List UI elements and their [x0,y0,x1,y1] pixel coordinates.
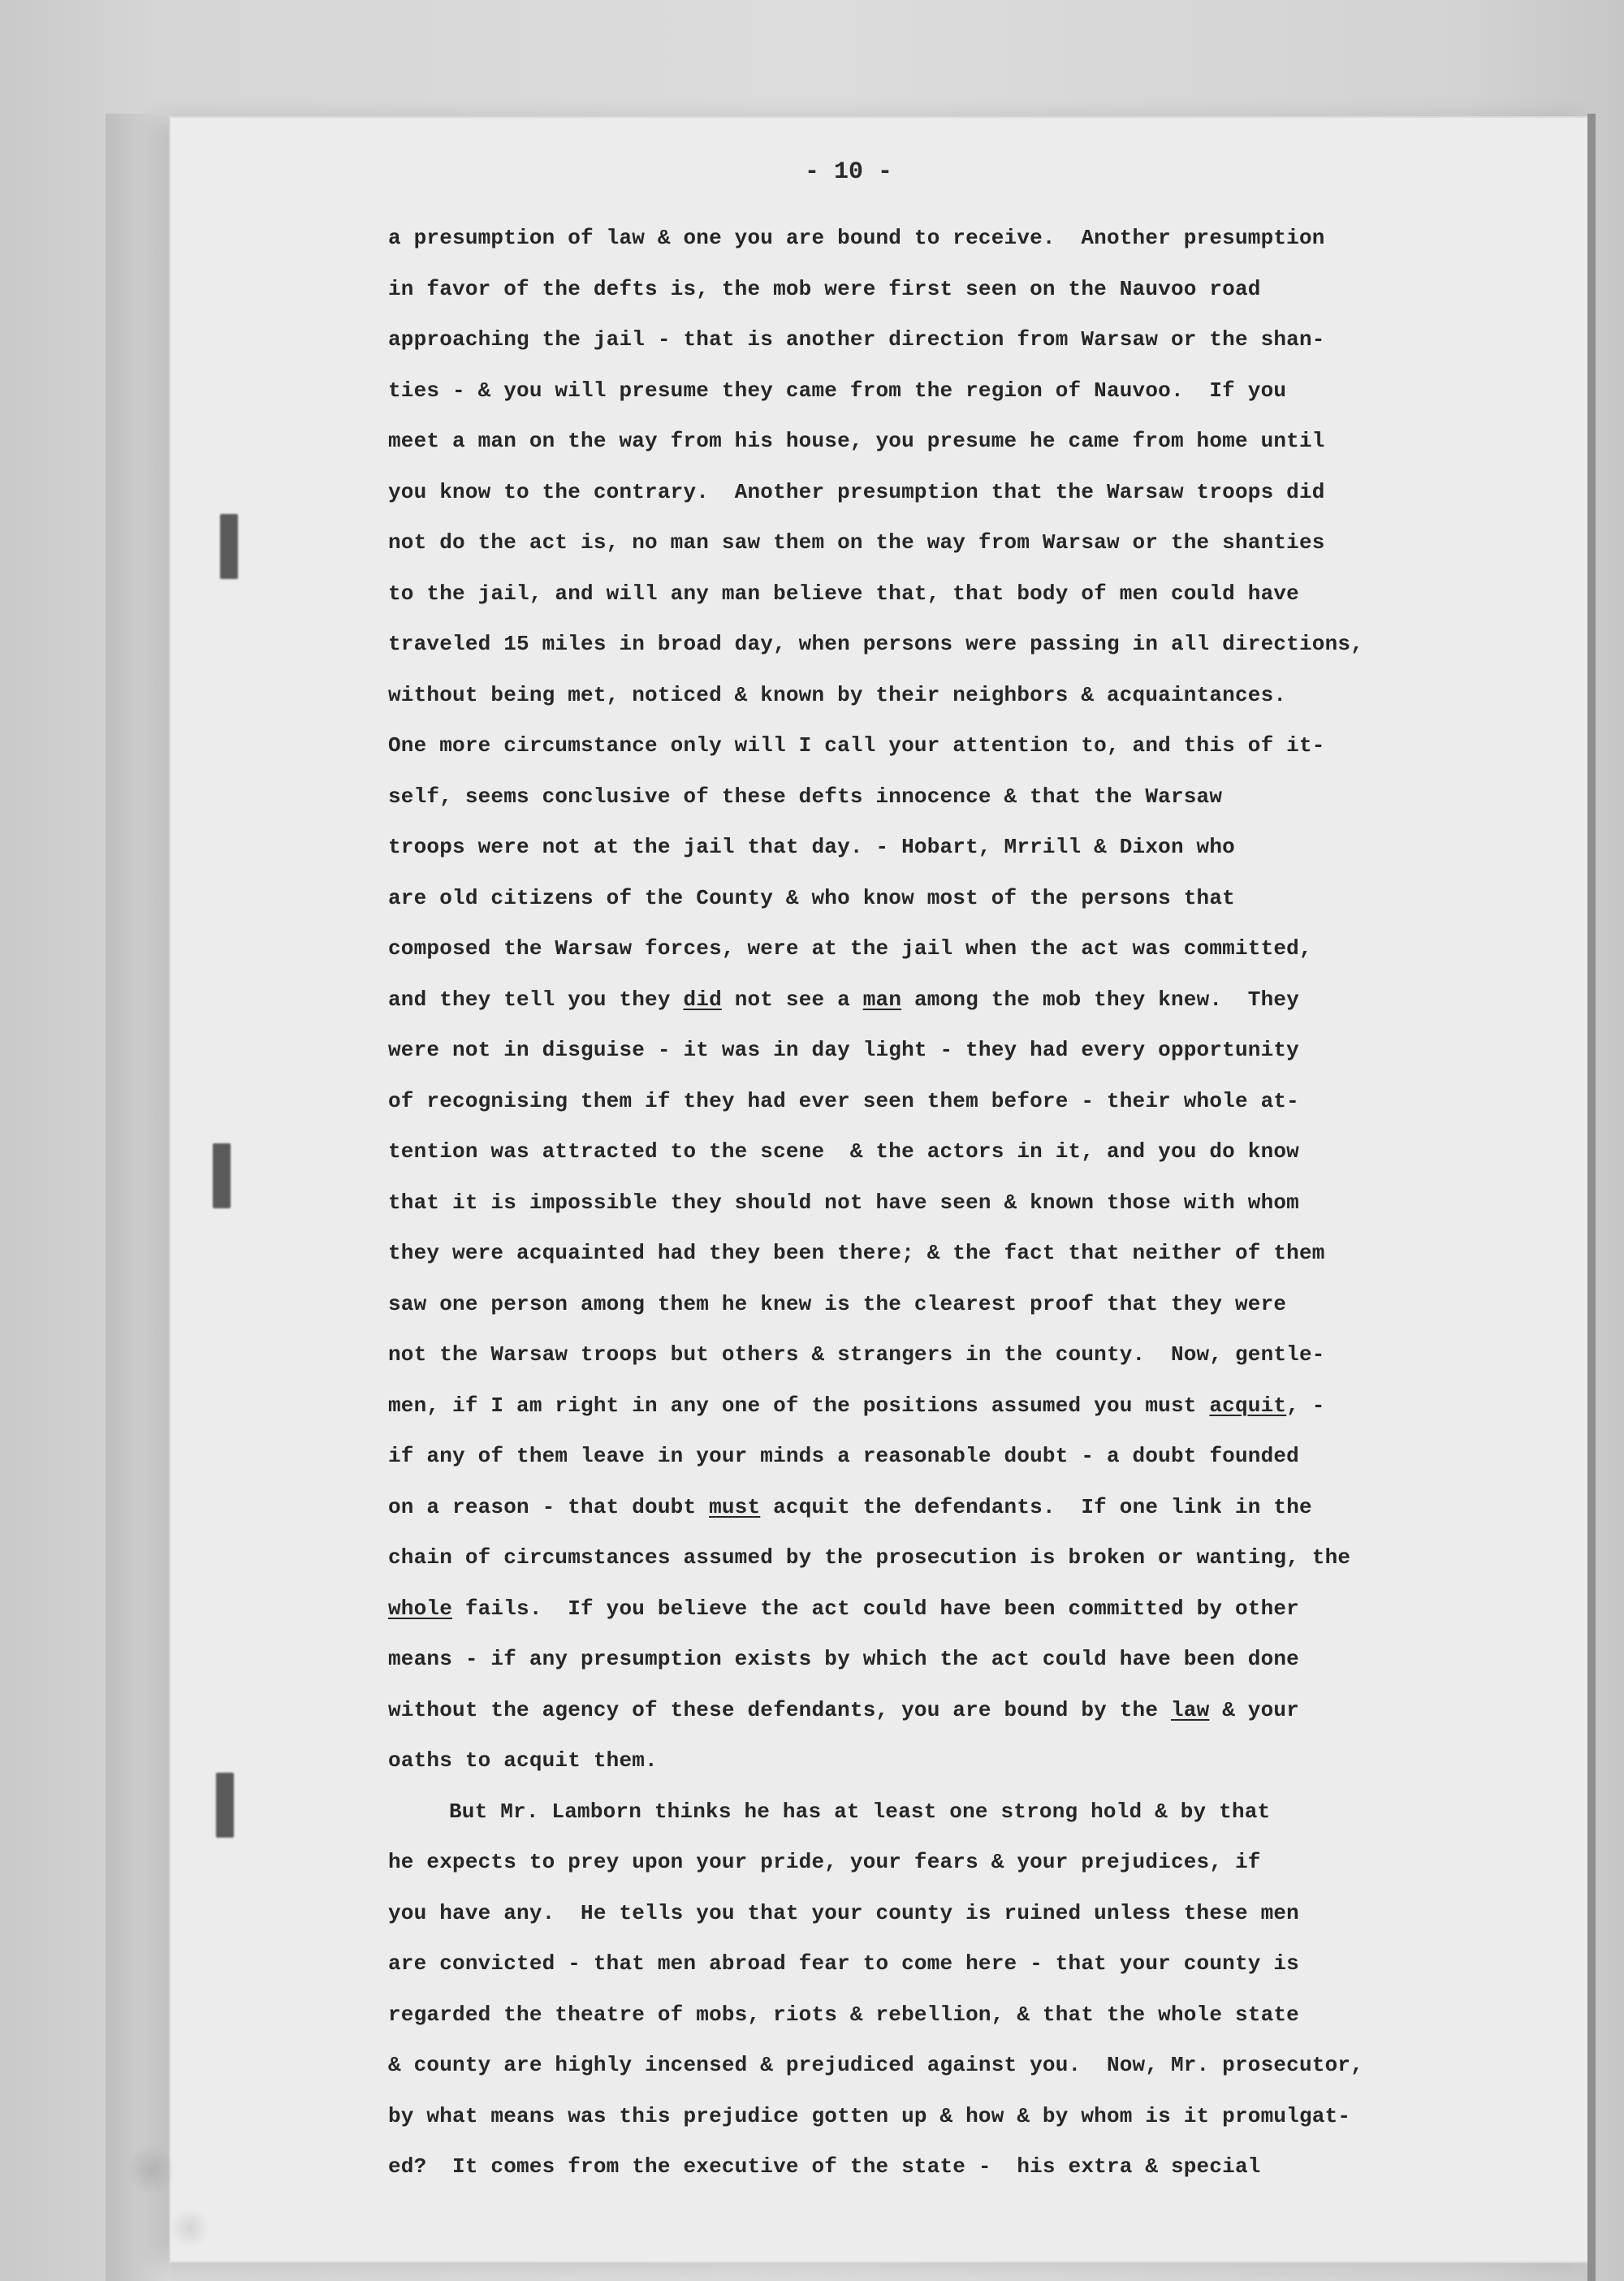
page-left-edge [106,114,171,2281]
underlined-word: law [1170,1697,1210,1722]
binder-hole-middle [213,1143,231,1208]
text-line: saw one person among them he knew is the clearest proof that they were [388,1291,1287,1316]
text-line: traveled 15 miles in broad day, when persons were passing in all directions, [388,632,1363,656]
text-line: men, if I am right in any one of the positions assumed you must acquit, - [388,1393,1325,1418]
text-line: self, seems conclusive of these defts innocence & that the Warsaw [388,784,1223,809]
text-line: without the agency of these defendants, you are bound by the law & your [388,1697,1300,1722]
document-body [388,213,1413,2192]
text-line: composed the Warsaw forces, were at the jail when the act was committed, [388,936,1312,961]
binder-hole-top [220,514,238,579]
text-line: not do the act is, no man saw them on the way from Warsaw or the shanties [388,530,1325,555]
text-line: regarded the theatre of mobs, riots & rebellion, & that the whole state [388,2002,1299,2027]
text-line: troops were not at the jail that day. - Hobart, Mrrill & Dixon who [388,835,1235,859]
scan-specks [122,2111,219,2257]
binder-hole-bottom [216,1773,234,1838]
page-number: - 10 - [804,158,893,186]
text-line: whole fails. If you believe the act could have been committed by other [388,1596,1299,1621]
text-line: they were acquainted had they been there; & the fact that neither of them [388,1241,1325,1265]
text-line: But Mr. Lamborn thinks he has at least one strong hold & by that [449,1799,1271,1824]
page-right-edge [1587,114,1596,2281]
text-line: tention was attracted to the scene & the actors in it, and you do know [388,1139,1299,1164]
text-line: were not in disguise - it was in day light - they had every opportunity [388,1038,1299,1062]
text-line: of recognising them if they had ever seen them before - their whole at- [388,1088,1299,1113]
text-line: a presumption of law & one you are bound to receive. Another presumption [388,226,1325,250]
underlined-word: man [862,987,902,1012]
text-line: meet a man on the way from his house, you presume he came from home until [388,429,1325,453]
text-line: you have any. He tells you that your county is ruined unless these men [388,1900,1299,1925]
text-line: if any of them leave in your minds a reasonable doubt - a doubt founded [388,1444,1299,1468]
text-line: you know to the contrary. Another presumption that the Warsaw troops did [388,479,1325,504]
text-line: without being met, noticed & known by their neighbors & acquaintances. [388,682,1287,707]
paragraph [388,1786,1413,2192]
text-line: chain of circumstances assumed by the prosecution is broken or wanting, the [388,1545,1351,1570]
text-line: & county are highly incensed & prejudiced against you. Now, Mr. prosecutor, [388,2053,1363,2077]
underlined-word: acquit [1209,1393,1287,1418]
text-line: are convicted - that men abroad fear to come here - that your county is [388,1951,1299,1976]
text-line: oaths to acquit them. [388,1748,658,1773]
text-line: ties - & you will presume they came from the region of Nauvoo. If you [388,378,1287,403]
text-line: to the jail, and will any man believe that, that body of men could have [388,581,1299,606]
underlined-word: must [709,1494,761,1519]
text-line: on a reason - that doubt must acquit the defendants. If one link in the [388,1494,1312,1519]
paragraph [388,213,1413,1786]
text-line: One more circumstance only will I call your attention to, and this of it- [388,733,1325,758]
text-line: not the Warsaw troops but others & strangers in the county. Now, gentle- [388,1342,1325,1367]
underlined-word: whole [388,1596,453,1621]
text-line: ed? It comes from the executive of the state - his extra & special [388,2154,1261,2179]
text-line: means - if any presumption exists by which the act could have been done [388,1647,1299,1671]
text-line: he expects to prey upon your pride, your fears & your prejudices, if [388,1850,1261,1874]
text-line: that it is impossible they should not have seen & known those with whom [388,1190,1299,1215]
text-line: and they tell you they did not see a man among the mob they knew. They [388,987,1300,1012]
text-line: are old citizens of the County & who know most of the persons that [388,885,1235,910]
underlined-word: did [683,987,722,1012]
text-line: in favor of the defts is, the mob were first seen on the Nauvoo road [388,276,1261,301]
text-line: by what means was this prejudice gotten up & how & by whom is it promulgat- [388,2103,1351,2128]
text-line: approaching the jail - that is another direction from Warsaw or the shan- [388,327,1325,352]
